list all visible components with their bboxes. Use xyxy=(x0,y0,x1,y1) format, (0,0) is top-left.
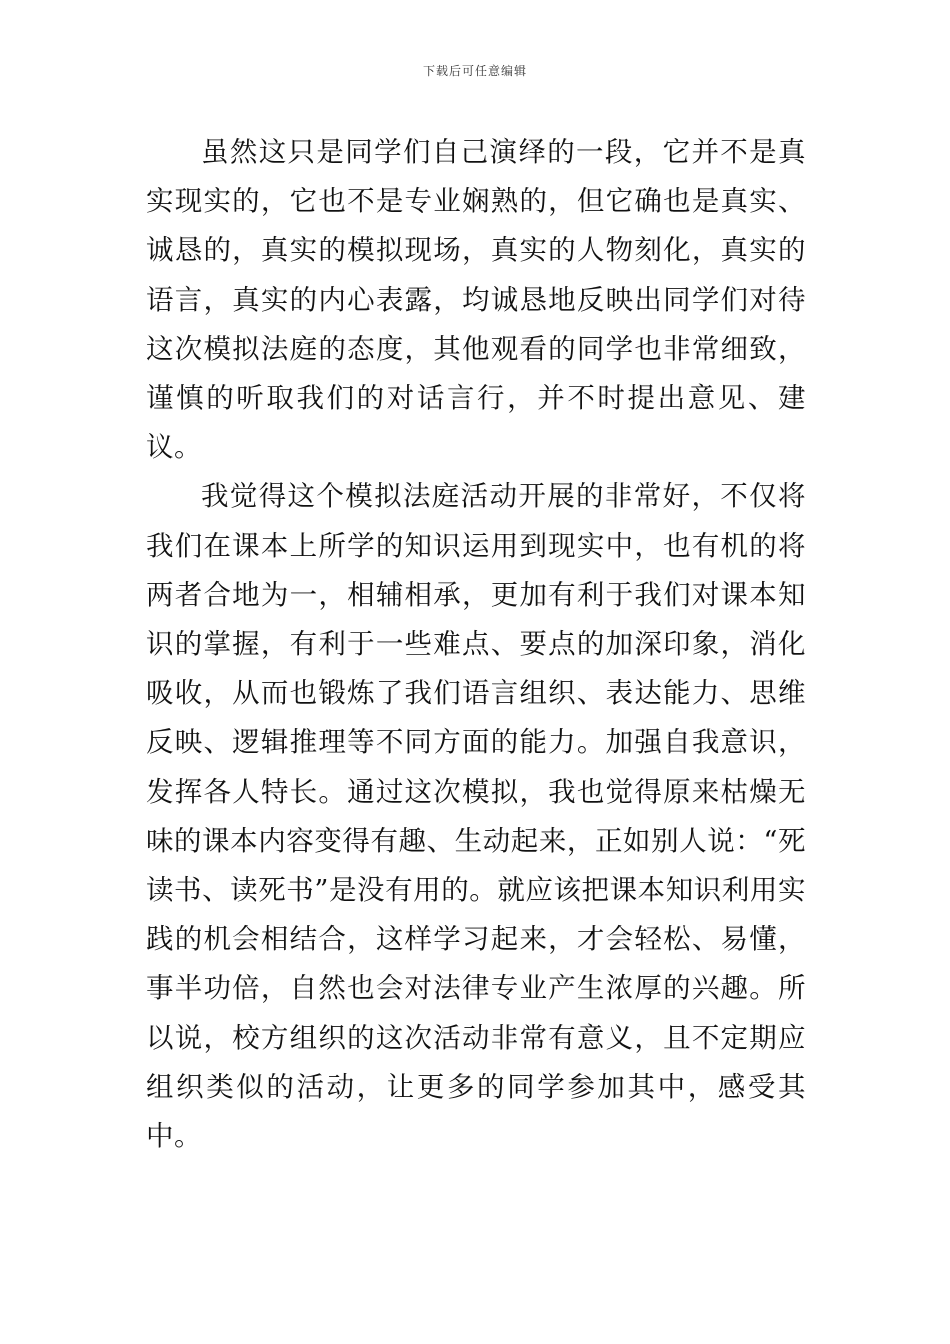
page-header: 下载后可任意编辑 xyxy=(422,64,527,78)
paragraph-2: 我觉得这个模拟法庭活动开展的非常好，不仅将我们在课本上所学的知识运用到现实中，也有机的将两者合地为一，相辅相承，更加有利于我们对课本知识的掌握，有利于一些难点、要点的加深印象，消化吸收，从而也锻炼了我们语言组织、表达能力、思维反映、逻辑推理等不同方面的能力。加强自我意识，发挥各人特长。通过这次模拟，我也觉得原来枯燥无味的课本内容变得有趣、生动起来，正如别人说：“死读书、读死书”是没有用的。就应该把课本知识利用实践的机会相结合，这样学习起来，才会轻松、易懂，事半功倍，自然也会对法律专业产生浓厚的兴趣。所以说，校方组织的这次活动非常有意义，且不定期应组织类似的活动，让更多的同学参加其中，感受其中。 xyxy=(146,480,806,1153)
paragraph-1: 虽然这只是同学们自己演绎的一段，它并不是真实现实的，它也不是专业娴熟的，但它确也是真实、诚恳的，真实的模拟现场，真实的人物刻化，真实的语言，真实的内心表露，均诚恳地反映出同学们对待这次模拟法庭的态度，其他观看的同学也非常细致，谨慎的听取我们的对话言行，并不时提出意见、建议。 xyxy=(146,136,806,464)
document-body xyxy=(146,128,806,1161)
